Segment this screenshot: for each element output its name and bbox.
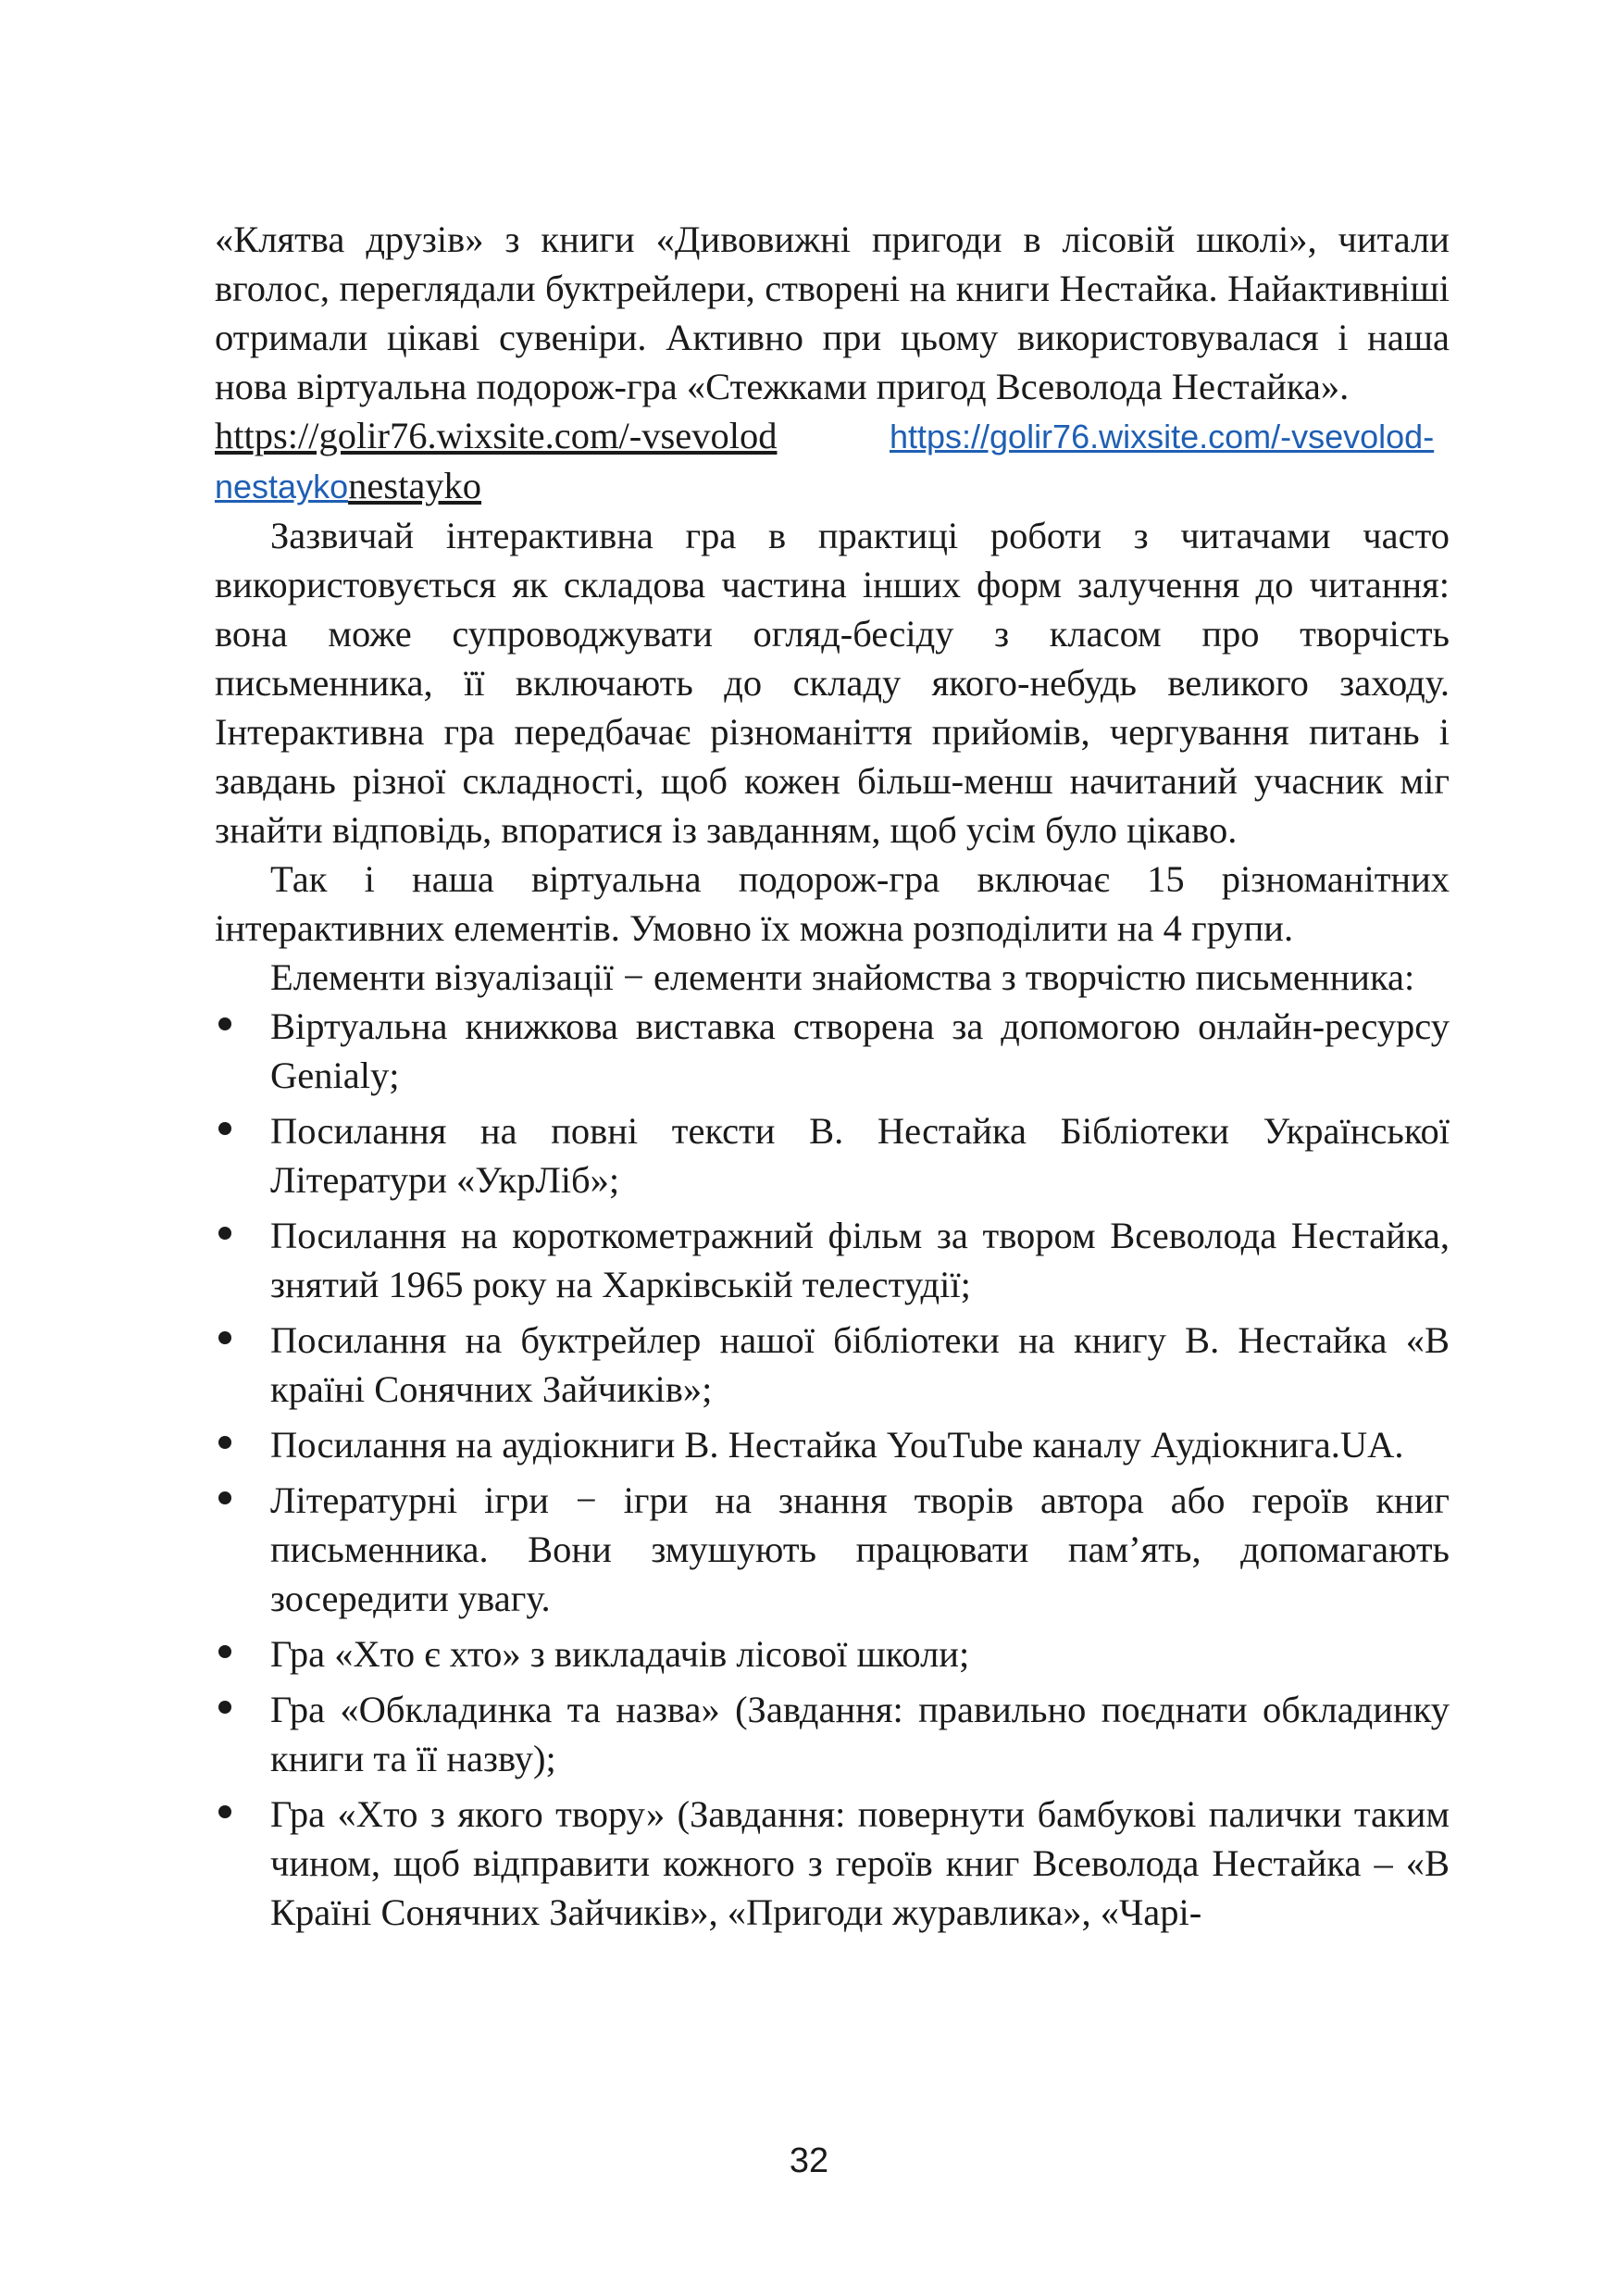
list-item (215, 1790, 1450, 1937)
bullet-icon (218, 1227, 231, 1240)
bullet-icon (218, 1331, 231, 1344)
document-page (215, 215, 1450, 1943)
list-item-text: Літературні ігри − ігри на знання творів автора або героїв книг письменника. Вони змушують працювати пам’ять, допомагають зосередити увагу. (270, 1479, 1450, 1619)
list-item-text: Посилання на аудіокниги В. Нестайка YouTube каналу Аудіокнига.UA. (270, 1424, 1404, 1466)
list-item (215, 1629, 1450, 1678)
bullet-icon (218, 1701, 231, 1714)
list-item (215, 1316, 1450, 1414)
list-item-text: Гра «Хто з якого твору» (Завдання: повернути бамбукові палички таким чином, щоб відправити кожного з героїв книг Всеволода Нестайка – «В Країні Сонячних Зайчиків», «Пригоди журавлика», «Чарі- (270, 1793, 1450, 1933)
link-vsevolod-nestayko[interactable]: https://golir76.wixsite.com/-vsevolod-nestayko (215, 418, 1435, 505)
list-item (215, 1106, 1450, 1204)
list-item-text: Гра «Хто є хто» з викладачів лісової школи; (270, 1633, 970, 1675)
list-item-text: Посилання на повні тексти В. Нестайка Бібліотеки Української Літератури «УкрЛіб»; (270, 1110, 1450, 1201)
paragraph-2: Зазвичай інтерактивна гра в практиці роботи з читачами часто використовується як складова частина інших форм залучення до читання: вона може супроводжувати огляд-бесіду з класом про творчість письменника, її включають до складу якого-небудь великого заходу. Інтерактивна гра передбачає різноманіття прийомів, чергування питань і завдань різної складності, щоб кожен більш-менш начитаний учасник міг знайти відповідь, впоратися із завданням, щоб усім було цікаво. (215, 515, 1450, 851)
paragraph-3: Так і наша віртуальна подорож-гра включає 15 різноманітних інтерактивних елементів. Умовно їх можна розподілити на 4 групи. (215, 858, 1450, 949)
bullet-icon (218, 1645, 231, 1658)
list-item-text: Гра «Обкладинка та назва» (Завдання: правильно поєднати обкладинку книги та її назву); (270, 1689, 1450, 1779)
page-number: 32 (789, 2141, 829, 2180)
bullet-list (215, 1002, 1450, 1937)
paragraph-4: Елементи візуалізації − елементи знайомства з творчістю письменника: (270, 956, 1415, 998)
list-item (215, 1476, 1450, 1623)
links-line (215, 411, 1450, 511)
link-tail-text[interactable]: nestayko (348, 465, 482, 506)
list-item (215, 1211, 1450, 1309)
list-item (215, 1420, 1450, 1469)
list-item-text: Віртуальна книжкова виставка створена за допомогою онлайн-ресурсу Genialy; (270, 1005, 1450, 1096)
bullet-icon (218, 1122, 231, 1135)
bullet-icon (218, 1805, 231, 1818)
list-item-text: Посилання на буктрейлер нашої бібліотеки на книгу В. Нестайка «В країні Сонячних Зайчиків»; (270, 1319, 1450, 1410)
list-item-text: Посилання на короткометражний фільм за твором Всеволода Нестайка, знятий 1965 року на Харківській телестудії; (270, 1215, 1450, 1305)
list-item (215, 1002, 1450, 1100)
list-item (215, 1685, 1450, 1783)
bullet-icon (218, 1436, 231, 1449)
bullet-icon (218, 1491, 231, 1504)
paragraph-1: «Клятва друзів» з книги «Дивовижні пригоди в лісовій школі», читали вголос, переглядали буктрейлери, створені на книги Нестайка. Найактивніші отримали цікаві сувеніри. Активно при цьому використовувалася і наша нова віртуальна подорож-гра «Стежками пригод Всеволода Нестайка». (215, 218, 1450, 407)
bullet-icon (218, 1017, 231, 1030)
link-vsevolod[interactable]: https://golir76.wixsite.com/-vsevolod (215, 415, 778, 456)
